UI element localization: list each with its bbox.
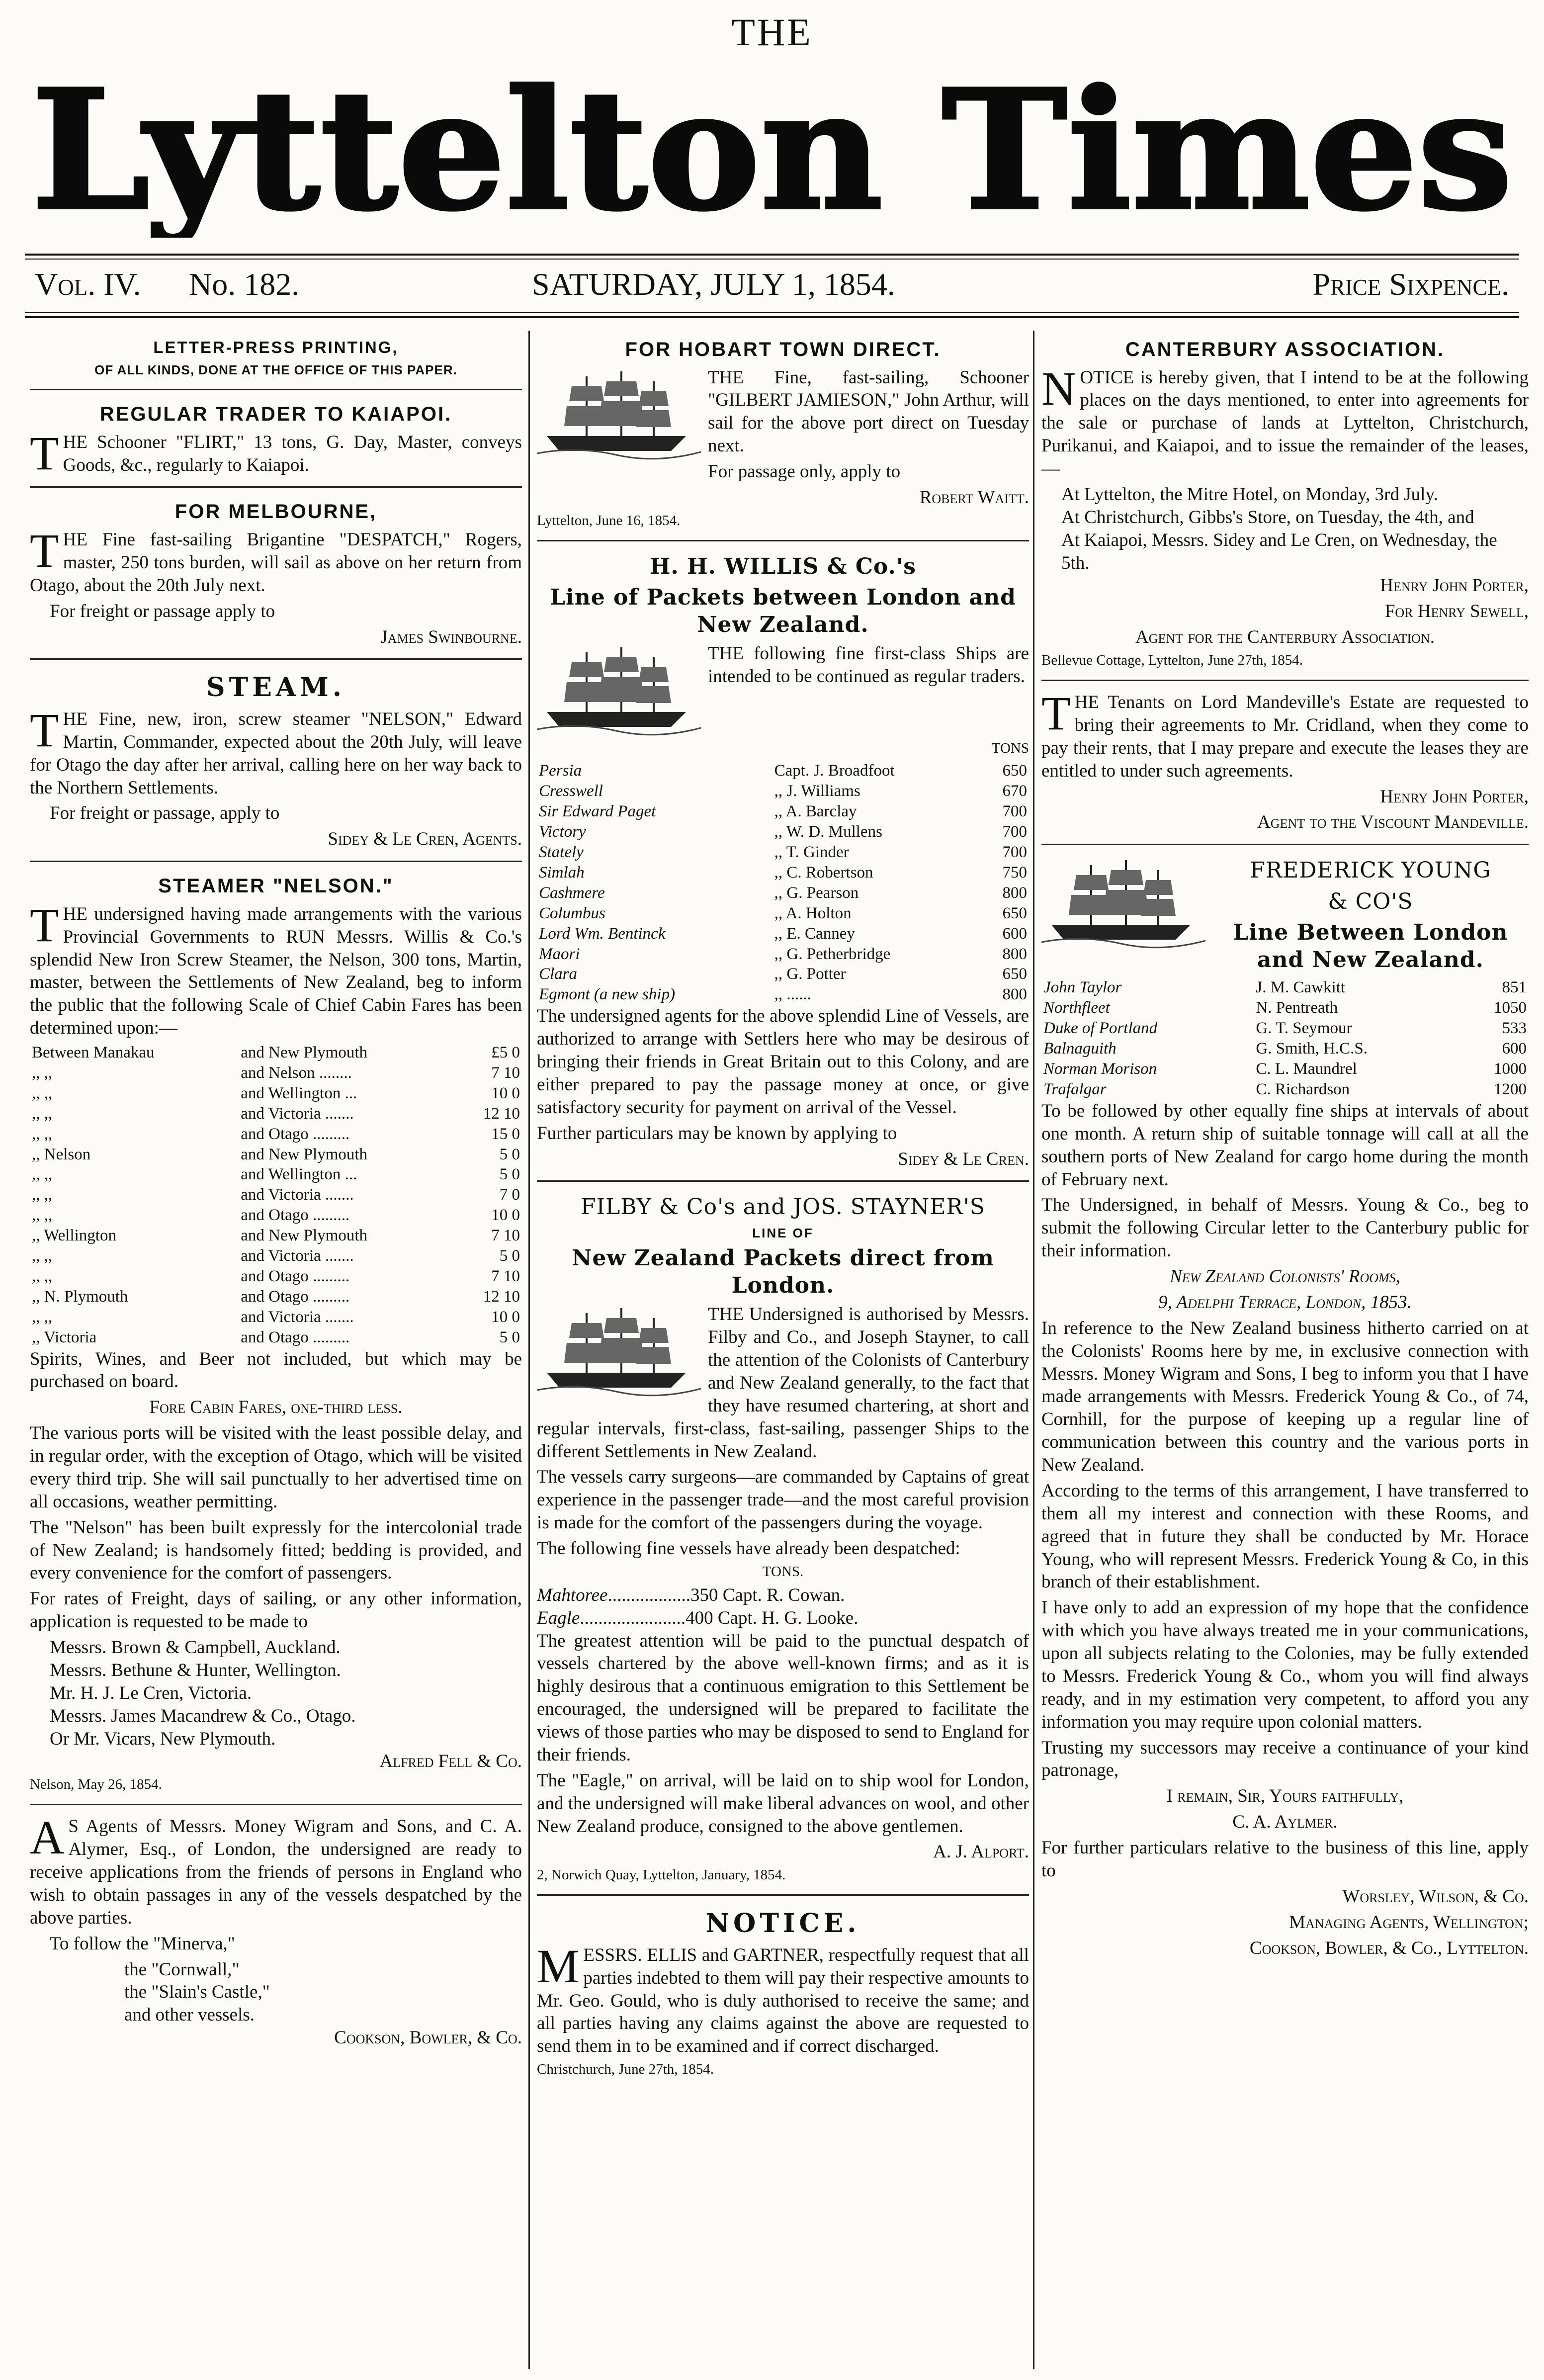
fare-from: ,, ,,: [32, 1104, 53, 1123]
ship-name: Cresswell: [539, 782, 603, 800]
ad-signature: Henry John Porter,: [1380, 786, 1529, 807]
ship-tons: 1050: [1494, 999, 1527, 1017]
fare-from: ,, ,,: [32, 1247, 53, 1265]
place-item: At Lyttelton, the Mitre Hotel, on Monday, 3rd July.: [1061, 484, 1438, 505]
ad-date: Nelson, May 26, 1854.: [30, 1776, 162, 1793]
ad-body: THE Fine, new, iron, screw steamer "NELSON," Edward Martin, Commander, expected about the 20th July, will leave for Otago the day after her arrival, calling here on her way back to the Northern Settlements.: [30, 703, 522, 798]
ad-heading: H. H. WILLIS & Co.'s: [649, 553, 917, 579]
ship-name: Lord Wm. Bentinck: [539, 924, 666, 943]
ad-paragraph: The "Nelson" has been built expressly for the intercolonial trade of New Zealand; is handsomely fitted; bedding is provided, and every convenience for the comfort of passengers.: [30, 1517, 522, 1584]
fare-price: 7 10: [491, 1063, 520, 1082]
ship-illustration-icon: [537, 642, 701, 737]
ship-tons: 800: [1002, 985, 1027, 1004]
ad-apply: For passage only, apply to: [708, 461, 901, 482]
fare-price: 12 10: [483, 1104, 520, 1123]
fare-from: ,, Victoria: [32, 1328, 97, 1346]
fare-row: [30, 1266, 522, 1287]
ad-paragraph: The greatest attention will be paid to the punctual despatch of vessels chartered by the above well-known firms; and as it is highly desirous that a continuous emigration to this Settlement be encouraged, the undersigned will be prepared to facilitate the views of those parties who may be disposed to send to England for their friends.: [537, 1630, 1029, 1765]
masthead-rule-top-thin: [25, 259, 1519, 260]
ad-signature: Sidey & Le Cren.: [898, 1148, 1029, 1169]
ad-body: THE Schooner "FLIRT," 13 tons, G. Day, Master, conveys Goods, &c., regularly to Kaiapoi.: [30, 426, 522, 480]
fare-from: ,, N. Plymouth: [32, 1287, 128, 1306]
ad-body: MESSRS. ELLIS and GARTNER, respectfully request that all parties indebted to them will pay their respective amounts to Mr. Geo. Gould, who is duly authorised to receive the same; and all parties having any claims against the above are requested to send them in to be examined and if correct discharged.: [537, 1939, 1029, 2057]
ad-heading: FOR MELBOURNE,: [174, 501, 377, 523]
fare-to: and Wellington ...: [241, 1165, 357, 1184]
ad-address: New Zealand Colonists' Rooms,: [1170, 1266, 1400, 1287]
ship-illustration-icon: [537, 1303, 701, 1398]
places-list: [1041, 483, 1529, 575]
ad-signature: Henry John Porter,: [1380, 575, 1529, 596]
ship-tons: 851: [1502, 978, 1527, 997]
vessel-name: Mahtoree: [537, 1585, 608, 1605]
ad-subheading: New Zealand Packets direct from London.: [572, 1245, 994, 1298]
ship-captain: C. Richardson: [1256, 1080, 1350, 1099]
fare-row: [30, 1246, 522, 1266]
masthead-blackletter: [25, 59, 1519, 238]
ad-melbourne: [30, 493, 522, 660]
ad-body: AS Agents of Messrs. Money Wigram and Sons, and C. A. Alymer, Esq., of London, the undersigned are ready to receive applications from the friends of persons in England who wish to obtain passages in any of the vessels despatched by the above parties.: [30, 1811, 522, 1928]
ad-signature: Agent for the Canterbury Association.: [1135, 627, 1435, 648]
ad-body: THE Fine fast-sailing Brigantine "DESPATCH," Rogers, master, 250 tons burden, will sail as above on her return from Otago, about the 20th July next.: [30, 524, 522, 596]
fare-price: 12 10: [483, 1287, 520, 1306]
ship-tons: 800: [1002, 945, 1027, 963]
fare-price: 7 10: [491, 1227, 520, 1245]
ship-item: and other vessels.: [124, 2005, 255, 2026]
fare-price: 15 0: [491, 1125, 520, 1143]
ad-signature: A. J. Alport.: [933, 1842, 1029, 1862]
fare-to: and Victoria .......: [241, 1186, 354, 1204]
ship-captain: ,, G. Petherbridge: [774, 945, 891, 963]
issue-date: SATURDAY, JULY 1, 1854.: [532, 266, 895, 302]
fare-to: and New Plymouth: [241, 1044, 368, 1062]
ship-name: Duke of Portland: [1043, 1019, 1158, 1038]
fare-row: [30, 1327, 522, 1348]
ship-name: Persia: [539, 762, 582, 780]
ship-row: [1041, 1018, 1529, 1039]
fare-price: 10 0: [491, 1308, 520, 1326]
fare-from: ,, Nelson: [32, 1145, 91, 1163]
dateline: [25, 266, 1519, 311]
ad-paragraph: The undersigned agents for the above splendid Line of Vessels, are authorized to arrange with Settlers here who may be desirous of bringing their friends in Great Britain out to this Colony, and are either prepared to pay the passage money at once, or give satisfactory security for payment on arrival of the Vessel.: [537, 1006, 1029, 1118]
ship-row: [1041, 977, 1529, 998]
ship-row: [537, 924, 1029, 944]
place-item: At Christchurch, Gibbs's Store, on Tuesday, the 4th, and: [1061, 507, 1474, 528]
masthead-title-text: Lyttelton Times: [31, 59, 1513, 238]
ad-apply: For freight or passage apply to: [50, 601, 275, 621]
fare-to: and Otago .........: [241, 1125, 350, 1143]
fare-from: ,, ,,: [32, 1084, 53, 1102]
ad-subheading: Line of Packets between London and New Zealand.: [550, 585, 1016, 637]
ad-heading: REGULAR TRADER TO KAIAPOI.: [99, 403, 452, 426]
fare-to: and Nelson ........: [241, 1063, 352, 1082]
ad-paragraph: The vessels carry surgeons—are commanded by Captains of great experience in the passenger trade—and the most careful provision is made for the comfort of the passengers during the voyage.: [537, 1467, 1029, 1533]
ship-name: Northfleet: [1043, 999, 1110, 1017]
ad-paragraph: According to the terms of this arrangement, I have transferred to them all my interest and connection with these Rooms, and agreed that in future they shall be conducted by Mr. Horace Young, who will represent Messrs. Frederick Young & Co, in this branch of their establishment.: [1041, 1480, 1529, 1592]
masthead-the: THE: [731, 10, 813, 54]
fare-to: and Victoria .......: [241, 1104, 354, 1123]
dateline-rule-2: [25, 316, 1519, 318]
volume: Vol. IV.: [35, 266, 141, 302]
ad-signature: For Henry Sewell,: [1384, 601, 1529, 622]
ad-signature: Agent to the Viscount Mandeville.: [1257, 812, 1529, 833]
fare-to: and Otago .........: [241, 1328, 350, 1346]
ship-captain: ,, A. Barclay: [774, 802, 857, 821]
ad-date: Christchurch, June 27th, 1854.: [537, 2061, 714, 2078]
fare-price: 5 0: [499, 1328, 520, 1346]
fare-to: and Victoria .......: [241, 1247, 354, 1265]
ad-tenants: [1041, 686, 1529, 845]
ship-name: Norman Morison: [1043, 1060, 1157, 1078]
ad-paragraph: Trusting my successors may receive a continuance of your kind patronage,: [1041, 1737, 1529, 1781]
column-separator-2: [1033, 331, 1034, 2369]
ship-item: the "Slain's Castle,": [124, 1982, 270, 2003]
ship-item: the "Cornwall,": [124, 1959, 240, 1980]
ship-row: [1041, 1059, 1529, 1079]
tons-label: TONS.: [762, 1563, 804, 1580]
ship-tons: 600: [1502, 1040, 1527, 1058]
ad-young: [1041, 850, 1529, 1969]
ship-name: Egmont (a new ship): [539, 985, 676, 1004]
ad-signature: James Swinbourne.: [380, 626, 522, 647]
fare-from: ,, ,,: [32, 1125, 53, 1143]
ship-captain: ,, T. Ginder: [774, 843, 849, 862]
vessel-list: [537, 1584, 1029, 1630]
fare-row: [30, 1226, 522, 1246]
fare-row: [30, 1124, 522, 1145]
ad-paragraph: For further particulars relative to the business of this line, apply to: [1041, 1838, 1529, 1881]
ad-paragraph: Spirits, Wines, and Beer not included, but which may be purchased on board.: [30, 1348, 522, 1392]
fare-row: [30, 1063, 522, 1083]
ship-name: Clara: [539, 965, 578, 983]
ad-steamer-nelson: [30, 867, 522, 1805]
agent-item: Or Mr. Vicars, New Plymouth.: [50, 1728, 276, 1749]
ad-body: THE following fine first-class Ships are intended to be continued as regular traders.: [708, 643, 1029, 687]
ship-row: [1041, 1039, 1529, 1059]
ship-tons: 650: [1002, 904, 1027, 922]
ship-captain: ,, J. Williams: [774, 782, 860, 800]
ad-paragraph: Fore Cabin Fares, one-third less.: [149, 1397, 403, 1418]
ad-apply: For freight or passage, apply to: [50, 803, 280, 824]
ad-heading: FREDERICK YOUNG: [1250, 858, 1491, 883]
ship-row: [537, 761, 1029, 781]
ship-name: Balnaguith: [1043, 1040, 1116, 1058]
ad-paragraph: Further particulars may be known by applying to: [537, 1123, 897, 1144]
ad-heading: FILBY & Co's and JOS. STAYNER'S: [581, 1194, 985, 1220]
fare-row: [30, 1287, 522, 1307]
fare-to: and Otago .........: [241, 1287, 350, 1306]
column-separator-1: [528, 331, 530, 2369]
ad-paragraph: The Undersigned, in behalf of Messrs. Young & Co., beg to submit the following Circular letter to the Canterbury public for their information.: [1041, 1195, 1529, 1261]
ship-name: Trafalgar: [1043, 1080, 1107, 1099]
place-item: At Kaiapoi, Messrs. Sidey and Le Cren, on Wednesday, the 5th.: [1061, 529, 1497, 573]
ad-paragraph: The following fine vessels have already been despatched:: [537, 1538, 960, 1559]
ship-row: [537, 863, 1029, 883]
fare-price: 7 0: [499, 1186, 520, 1204]
ship-illustration-icon: [537, 366, 701, 461]
ship-captain: G. T. Seymour: [1256, 1019, 1352, 1038]
fare-row: [30, 1145, 522, 1165]
fare-to: and New Plymouth: [241, 1145, 368, 1163]
ship-name: Sir Edward Paget: [539, 802, 656, 821]
ad-signature: Robert Waitt.: [919, 487, 1029, 508]
column-1: [30, 331, 522, 2064]
ship-name: John Taylor: [1043, 978, 1122, 997]
dateline-rule-1: [25, 312, 1519, 313]
ship-row: [537, 903, 1029, 924]
ship-tons: 700: [1002, 843, 1027, 862]
ship-captain: ,, A. Holton: [774, 904, 852, 922]
ad-agent: Cookson, Bowler, & Co., Lyttelton.: [1249, 1938, 1529, 1958]
fare-to: and Otago .........: [241, 1267, 350, 1285]
ad-notice: [537, 1901, 1029, 2089]
ship-tons: 750: [1002, 863, 1027, 881]
ad-body: THE Undersigned is authorised by Messrs. Filby and Co., and Joseph Stayner, to call the attention of the Colonists of Canterbury and New Zealand generally, to the fact that they have resumed chartering, at short and regular intervals, first-class, fast-sailing, passenger Ships to the different Settlements in New Zealand.: [537, 1304, 1029, 1462]
ad-signature: Alfred Fell & Co.: [379, 1751, 522, 1772]
ad-heading: & CO'S: [1328, 888, 1413, 914]
fare-from: ,, ,,: [32, 1206, 53, 1225]
ship-captain: ,, G. Pearson: [774, 883, 859, 902]
ad-subheading: Line Between London and New Zealand.: [1233, 920, 1508, 972]
vessel-detail: .......................400 Capt. H. G. Looke.: [580, 1607, 858, 1628]
ad-signature: Cookson, Bowler, & Co.: [334, 2027, 522, 2048]
ship-captain: ,, W. D. Mullens: [774, 823, 882, 841]
vessel-detail: ..................350 Capt. R. Cowan.: [607, 1585, 845, 1605]
ship-row: [1041, 998, 1529, 1018]
fare-row: [30, 1043, 522, 1063]
column-2: [537, 331, 1029, 2094]
issue-number: No. 182.: [189, 266, 300, 302]
ad-signature: C. A. Aylmer.: [1232, 1812, 1338, 1833]
ship-captain: ,, C. Robertson: [774, 863, 873, 881]
fare-to: and New Plymouth: [241, 1227, 368, 1245]
ad-paragraph: To be followed by other equally fine ships at intervals of about one month. A return ship of suitable tonnage will call at all the southern ports of New Zealand for cargo home during the month of February next.: [1041, 1100, 1529, 1190]
ad-paragraph: The various ports will be visited with the least possible delay, and in regular order, with the exception of Otago, which will be visited every third trip. She will sail punctually to her advertised time on all occasions, weather permitting.: [30, 1423, 522, 1512]
fare-price: 5 0: [499, 1165, 520, 1184]
fare-row: [30, 1185, 522, 1205]
fare-price: £5 0: [491, 1044, 520, 1062]
ad-willis: [537, 546, 1029, 1182]
ad-signature: Sidey & Le Cren, Agents.: [328, 829, 522, 850]
fare-to: and Wellington ...: [241, 1084, 357, 1102]
ship-row: [1041, 1079, 1529, 1100]
ship-row: [537, 964, 1029, 984]
fare-price: 7 10: [491, 1267, 520, 1285]
ship-tons: 1000: [1494, 1060, 1527, 1078]
ship-name: Victory: [539, 823, 586, 841]
ad-paragraph: I have only to add an expression of my hope that the confidence with which you have always treated me in your communications, upon all subjects relating to the Colonies, may be fully extended to Messrs. Frederick Young & Co., whom you will find always ready, and in my estimation very competent, to afford you any information you may require upon colonial matters.: [1041, 1597, 1529, 1732]
ship-row: [537, 822, 1029, 842]
ad-date: 2, Norwich Quay, Lyttelton, January, 1854.: [537, 1867, 786, 1883]
agent-item: Messrs. James Macandrew & Co., Otago.: [50, 1705, 356, 1726]
ad-follow: To follow the "Minerva,": [50, 1933, 235, 1954]
ad-hobart: [537, 331, 1029, 541]
ad-date: Bellevue Cottage, Lyttelton, June 27th, 1854.: [1041, 652, 1303, 669]
vessel-name: Eagle: [537, 1607, 580, 1628]
fare-from: ,, ,,: [32, 1267, 53, 1285]
fare-price: 5 0: [499, 1145, 520, 1163]
ship-name: Columbus: [539, 904, 605, 922]
fare-row: [30, 1104, 522, 1124]
price: Price Sixpence.: [1312, 266, 1509, 302]
fares-table: [30, 1043, 522, 1348]
masthead-rule-top: [25, 254, 1519, 256]
ad-kaiapoi: [30, 395, 522, 488]
ad-body: THE Tenants on Lord Mandeville's Estate are requested to bring their agreements to Mr. Cridland, when they come to pay their rents, that I may prepare and execute the leases they are entitled to under such agreements.: [1041, 687, 1529, 781]
ship-name: Cashmere: [539, 883, 605, 902]
ad-body: THE undersigned having made arrangements with the various Provincial Governments to RUN Messrs. Willis & Co.'s splendid New Iron Screw Steamer, the Nelson, 300 tons, Martin, master, between the Settlements of New Zealand, beg to inform the public that the following Scale of Chief Cabin Fares has been determined upon:—: [30, 898, 522, 1039]
young-ships-table: [1041, 977, 1529, 1099]
ship-name: Stately: [539, 843, 584, 862]
ship-captain: G. Smith, H.C.S.: [1256, 1040, 1368, 1058]
ad-paragraph: For rates of Freight, days of sailing, or any other information, application is requested to be made to: [30, 1588, 522, 1632]
fare-from: Between Manakau: [32, 1044, 155, 1062]
ad-paragraph: In reference to the New Zealand business hitherto carried on at the Colonists' Rooms here by me, in exclusive connection with Messrs. Money Wigram and Sons, I beg to inform you that I have made arrangements with Messrs. Frederick Young & Co., of 74, Cornhill, for the purpose of keeping up a regular line of communication between this country and the various ports in New Zealand.: [1041, 1318, 1529, 1476]
fare-from: ,, ,,: [32, 1165, 53, 1184]
agent-item: Messrs. Brown & Campbell, Auckland.: [50, 1637, 341, 1658]
tons-label: TONS: [991, 740, 1029, 757]
masthead-title: [25, 59, 1519, 238]
ship-tons: 700: [1002, 823, 1027, 841]
ad-filby: [537, 1187, 1029, 1896]
ship-captain: ,, E. Canney: [774, 924, 855, 943]
column-3: [1041, 331, 1529, 1974]
ad-canterbury: [1041, 331, 1529, 681]
ship-row: [537, 781, 1029, 801]
ad-subheading: OF ALL KINDS, DONE AT THE OFFICE OF THIS PAPER.: [94, 362, 457, 377]
ship-captain: ,, G. Potter: [774, 965, 846, 983]
fare-row: [30, 1205, 522, 1226]
fare-to: and Otago .........: [241, 1206, 350, 1225]
ad-heading: FOR HOBART TOWN DIRECT.: [625, 339, 941, 360]
ship-list: [30, 1958, 522, 2027]
fare-row: [30, 1083, 522, 1104]
fare-row: [30, 1307, 522, 1327]
ship-captain: ,, ......: [774, 985, 811, 1004]
ad-agent: Managing Agents, Wellington;: [1289, 1912, 1529, 1933]
ship-captain: N. Pentreath: [1256, 999, 1338, 1017]
willis-ships-table: [537, 761, 1029, 1005]
ad-agent: Worsley, Wilson, & Co.: [1342, 1886, 1529, 1907]
ship-tons: 1200: [1494, 1080, 1527, 1099]
vessel-item: [537, 1584, 1029, 1607]
ad-heading: STEAM.: [206, 672, 345, 703]
ship-tons: 600: [1002, 924, 1027, 943]
ad-heading: LETTER-PRESS PRINTING,: [153, 338, 399, 356]
fare-from: ,, ,,: [32, 1186, 53, 1204]
fare-from: ,, ,,: [32, 1063, 53, 1082]
ad-paragraph: The "Eagle," on arrival, will be laid on to ship wool for London, and the undersigned will make liberal advances on wool, and other New Zealand produce, consigned to the above gentlemen.: [537, 1770, 1029, 1837]
ship-name: Simlah: [539, 863, 585, 881]
ship-tons: 800: [1002, 883, 1027, 902]
agent-list: [30, 1636, 522, 1750]
fare-row: [30, 1164, 522, 1185]
ad-wigram: [30, 1810, 522, 2059]
ad-body: NOTICE is hereby given, that I intend to be at the following places on the days mentioned, to enter into agreements for the sale or purchase of lands at Lyttelton, Christchurch, Purikanui, and Kaiapoi, and to issue the remainder of the leases,—: [1041, 361, 1529, 479]
ad-heading: CANTERBURY ASSOCIATION.: [1125, 339, 1445, 360]
ad-steam: [30, 665, 522, 862]
ad-date: Lyttelton, June 16, 1854.: [537, 512, 681, 529]
ad-heading: STEAMER "NELSON.": [158, 875, 394, 897]
ship-row: [537, 944, 1029, 965]
ship-row: [537, 842, 1029, 863]
fare-price: 10 0: [491, 1206, 520, 1225]
ship-tons: 533: [1502, 1019, 1527, 1038]
ship-name: Maori: [539, 945, 580, 963]
ad-body: THE Fine, fast-sailing, Schooner "GILBERT JAMIESON," John Arthur, will sail for the above port direct on Tuesday next.: [708, 367, 1029, 456]
ad-closing: I remain, Sir, Yours faithfully,: [1166, 1786, 1404, 1807]
ad-heading: NOTICE.: [705, 1908, 860, 1939]
ship-captain: C. L. Maundrel: [1256, 1060, 1357, 1078]
ad-lineof: LINE OF: [752, 1225, 814, 1240]
fare-to: and Victoria .......: [241, 1308, 354, 1326]
vessel-item: [537, 1607, 1029, 1630]
ship-captain: J. M. Cawkitt: [1256, 978, 1346, 997]
agent-item: Messrs. Bethune & Hunter, Wellington.: [50, 1660, 341, 1680]
ship-tons: 650: [1002, 762, 1027, 780]
ship-captain: Capt. J. Broadfoot: [774, 762, 895, 780]
ad-address: 9, Adelphi Terrace, London, 1853.: [1158, 1292, 1412, 1313]
ship-row: [537, 883, 1029, 903]
ship-row: [537, 801, 1029, 822]
fare-price: 10 0: [491, 1084, 520, 1102]
fare-price: 5 0: [499, 1247, 520, 1265]
fare-from: ,, ,,: [32, 1308, 53, 1326]
ship-illustration-icon: [1041, 855, 1205, 950]
ship-row: [537, 984, 1029, 1005]
ship-tons: 650: [1002, 965, 1027, 983]
ship-tons: 700: [1002, 802, 1027, 821]
agent-item: Mr. H. J. Le Cren, Victoria.: [50, 1682, 252, 1703]
ad-printing: [30, 331, 522, 390]
fare-from: ,, Wellington: [32, 1227, 116, 1245]
ship-tons: 670: [1002, 782, 1027, 800]
